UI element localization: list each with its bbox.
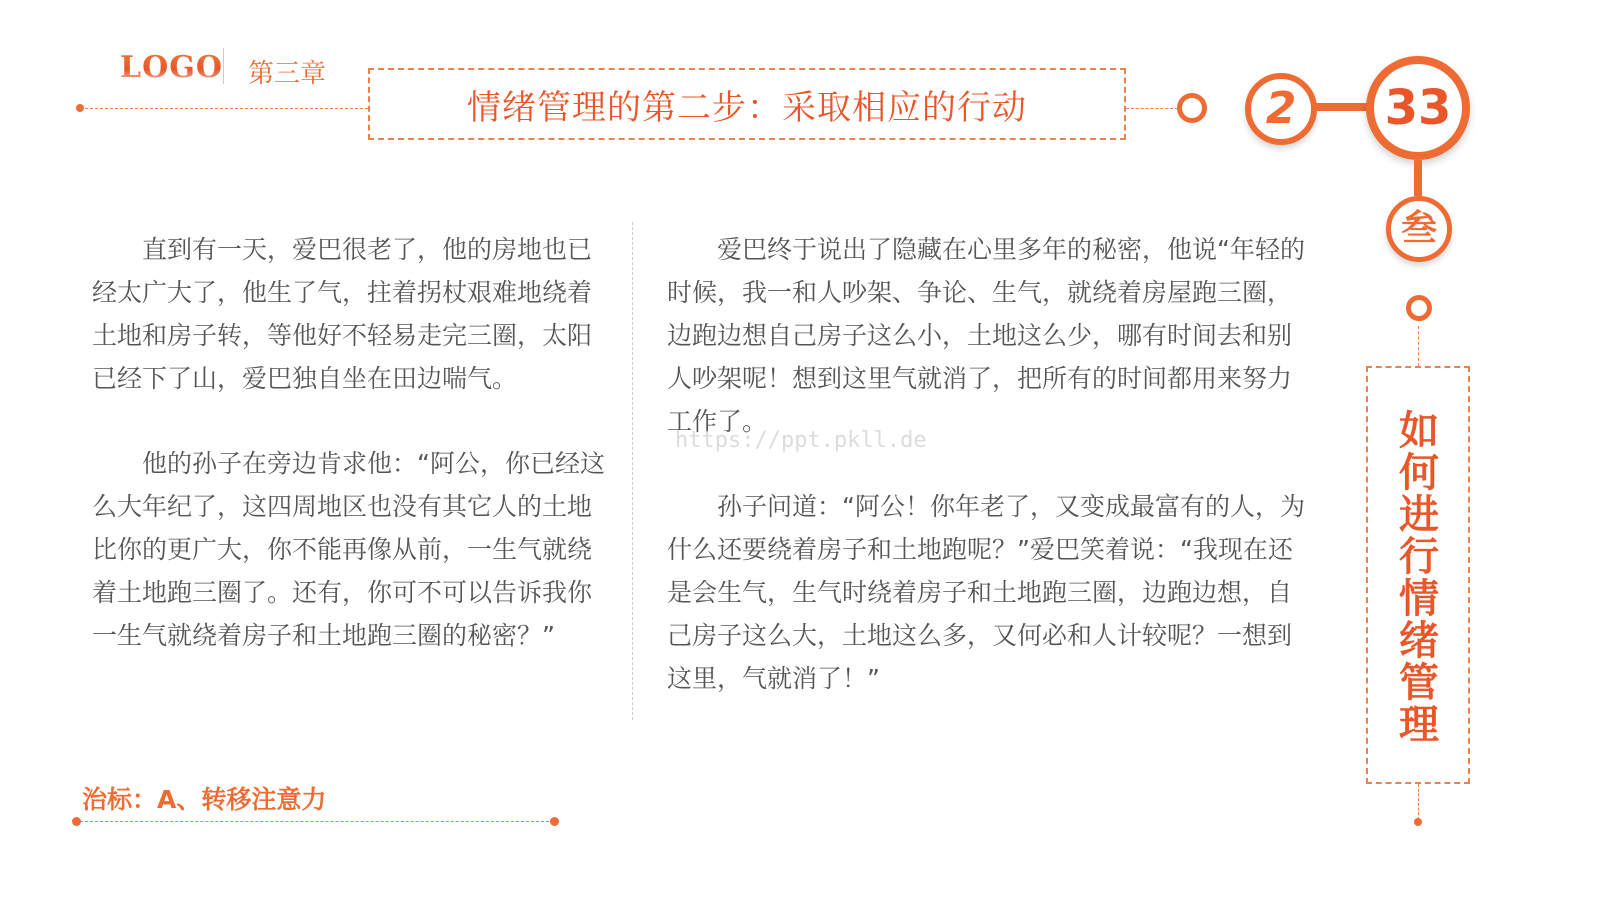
header-dashed-line-left bbox=[80, 108, 368, 109]
line-end-dot bbox=[1414, 818, 1422, 826]
badge-connector-horizontal bbox=[1316, 103, 1370, 111]
section-char: 叁 bbox=[1400, 208, 1437, 249]
line-end-dot bbox=[72, 817, 81, 826]
page-title: 情绪管理的第二步：采取相应的行动 bbox=[467, 87, 1027, 128]
badge-connector-vertical bbox=[1414, 160, 1422, 196]
section-badge bbox=[1386, 196, 1452, 262]
page-number: 33 bbox=[1384, 80, 1452, 136]
step-number: 2 bbox=[1265, 83, 1297, 134]
paragraph: 孙子问道：“阿公！你年老了，又变成最富有的人，为什么还要绕着房子和土地跑呢？”爱巴笑着说：“我现在还是会生气，生气时绕着房子和土地跑三圈，边跑边想，自己房子这么大，土地这么多，又何必和人计较呢？一想到这里，气就消了！” bbox=[667, 492, 1305, 693]
side-dashed-line-top bbox=[1418, 326, 1419, 366]
bottom-label: 治标：A、转移注意力 bbox=[82, 785, 327, 814]
side-title: 如何进行情绪管理 bbox=[1399, 408, 1439, 748]
logo: LOGO bbox=[120, 50, 223, 85]
paragraph: 直到有一天，爱巴很老了，他的房地也已经太广大了，他生了气，拄着拐杖艰难地绕着土地和房子转，等他好不轻易走完三圈，太阳已经下了山，爱巴独自坐在田边喘气。 bbox=[92, 235, 593, 393]
ring-node-icon bbox=[1406, 295, 1432, 321]
chapter-label: 第三章 bbox=[248, 59, 327, 89]
step-number-badge bbox=[1245, 73, 1317, 145]
header-dashed-line-right bbox=[1126, 108, 1178, 109]
watermark: https://ppt.pkll.de bbox=[675, 428, 927, 453]
left-column bbox=[92, 228, 612, 657]
right-column bbox=[667, 228, 1307, 700]
logo-divider bbox=[223, 48, 224, 84]
paragraph: 他的孙子在旁边肯求他：“阿公，你已经这么大年纪了，这四周地区也没有其它人的土地比你的更广大，你不能再像从前，一生气就绕着土地跑三圈了。还有，你可不可以告诉我你一生气就绕着房子和土地跑三圈的秘密？” bbox=[92, 449, 605, 650]
column-divider bbox=[632, 222, 633, 720]
title-box bbox=[368, 68, 1126, 140]
side-dashed-line-bottom bbox=[1418, 784, 1419, 820]
page-number-badge bbox=[1366, 56, 1470, 160]
line-end-dot bbox=[550, 817, 559, 826]
ring-node-icon bbox=[1177, 93, 1207, 123]
paragraph: 爱巴终于说出了隐藏在心里多年的秘密，他说“年轻的时候，我一和人吵架、争论、生气，就绕着房屋跑三圈，边跑边想自己房子这么小，土地这么少，哪有时间去和别人吵架呢！想到这里气就消了，把所有的时间都用来努力工作了。 bbox=[667, 235, 1305, 436]
bottom-dashed-line bbox=[80, 821, 554, 822]
